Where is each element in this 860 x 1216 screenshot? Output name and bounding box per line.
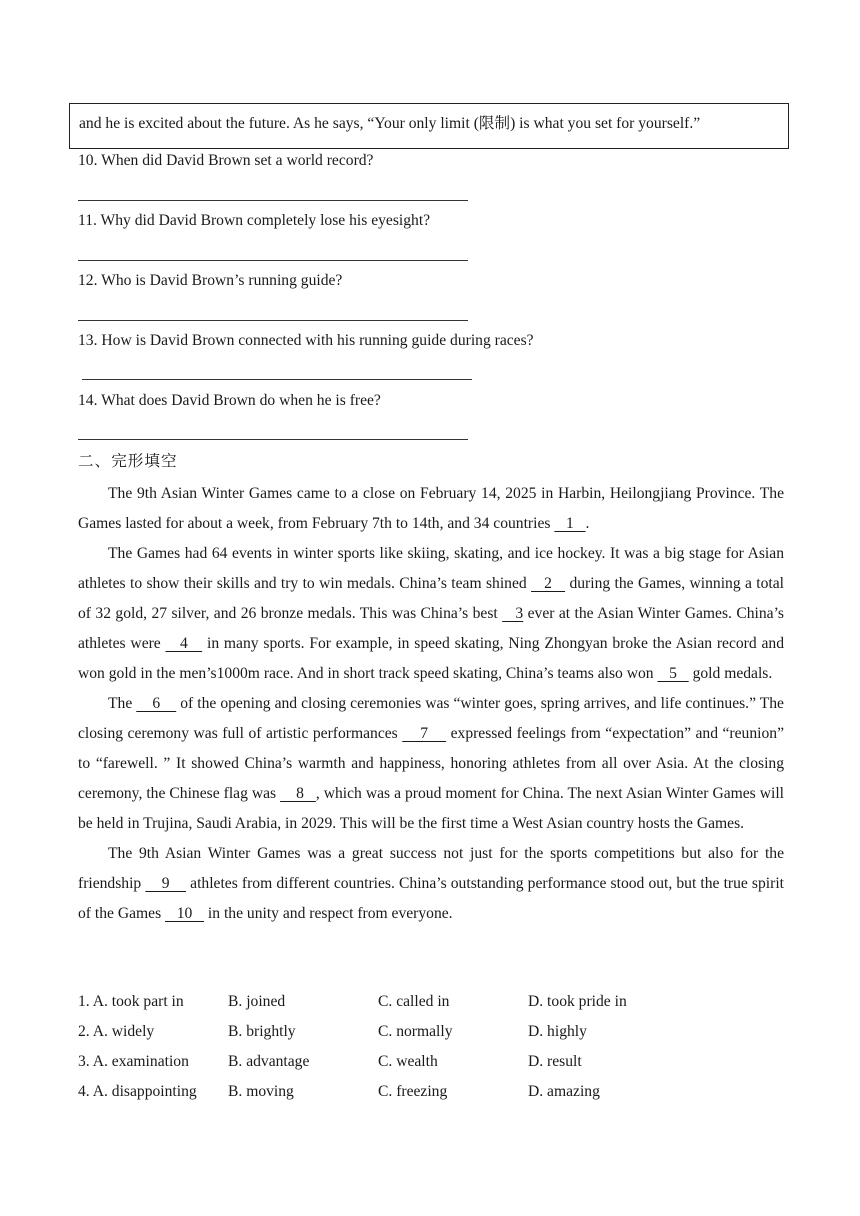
blank-7[interactable]: 7: [402, 725, 447, 742]
blank-10[interactable]: 10: [165, 905, 205, 922]
blank-4[interactable]: 4: [165, 635, 203, 652]
reading-passage-box: [69, 103, 789, 149]
option-1b[interactable]: B. joined: [228, 993, 286, 1010]
option-3a[interactable]: 3. A. examination: [78, 1053, 189, 1070]
answer-line-12[interactable]: [78, 320, 468, 321]
question-14: 14. What does David Brown do when he is free?: [78, 392, 381, 409]
option-4d[interactable]: D. amazing: [528, 1083, 600, 1100]
section-title: 二、完形填空: [78, 452, 178, 470]
option-1c[interactable]: C. called in: [378, 993, 450, 1010]
answer-line-10[interactable]: [78, 200, 468, 201]
option-2b[interactable]: B. brightly: [228, 1023, 296, 1040]
option-2c[interactable]: C. normally: [378, 1023, 453, 1040]
question-13: 13. How is David Brown connected with his running guide during races?: [78, 332, 534, 349]
blank-3[interactable]: 3: [502, 605, 524, 622]
blank-1[interactable]: 1: [554, 515, 586, 532]
option-2a[interactable]: 2. A. widely: [78, 1023, 155, 1040]
answer-line-13[interactable]: [82, 379, 472, 380]
question-10: 10. When did David Brown set a world record?: [78, 152, 374, 169]
option-4a[interactable]: 4. A. disappointing: [78, 1083, 197, 1100]
passage-paragraph-1: The 9th Asian Winter Games came to a close on February 14, 2025 in Harbin, Heilongjiang Province. The Games lasted for about a week, from February 7th to 14th, and 34 countries 1 .: [78, 485, 784, 532]
option-4b[interactable]: B. moving: [228, 1083, 294, 1100]
box-text: and he is excited about the future. As he says, “Your only limit (限制) is what you set for yourself.”: [79, 115, 701, 132]
cloze-passage: [78, 479, 784, 929]
option-1d[interactable]: D. took pride in: [528, 993, 627, 1010]
answer-line-14[interactable]: [78, 439, 468, 440]
blank-9[interactable]: 9: [145, 875, 187, 892]
option-1a[interactable]: 1. A. took part in: [78, 993, 184, 1010]
option-4c[interactable]: C. freezing: [378, 1083, 448, 1100]
option-2d[interactable]: D. highly: [528, 1023, 587, 1040]
question-12: 12. Who is David Brown’s running guide?: [78, 272, 343, 289]
passage-paragraph-4: The 9th Asian Winter Games was a great success not just for the sports competitions but also for the friendship 9 athletes from different countries. China’s outstanding performance stood out, but the true spirit of the Games 10 in the unity and respect from everyone.: [78, 845, 784, 922]
option-3c[interactable]: C. wealth: [378, 1053, 438, 1070]
passage-paragraph-3: The 6 of the opening and closing ceremonies was “winter goes, spring arrives, and life continues.” The closing ceremony was full of artistic performances 7 expressed feelings from “expectation” and “reunion” to “farewell. ” It showed China’s warmth and happiness, honoring athletes from all over Asia. At the closing ceremony, the Chinese flag was 8 , which was a proud moment for China. The next Asian Winter Games will be held in Trujina, Saudi Arabia, in 2029. This will be the first time a West Asian country hosts the Games.: [78, 695, 784, 832]
blank-5[interactable]: 5: [657, 665, 689, 682]
blank-8[interactable]: 8: [280, 785, 316, 802]
option-3b[interactable]: B. advantage: [228, 1053, 310, 1070]
answer-line-11[interactable]: [78, 260, 468, 261]
passage-paragraph-2: The Games had 64 events in winter sports like skiing, skating, and ice hockey. It was a big stage for Asian athletes to show their skills and try to win medals. China’s team shined 2 during the Games, winning a total of 32 gold, 27 silver, and 26 bronze medals. This was China’s best 3 ever at the Asian Winter Games. China’s athletes were 4 in many sports. For example, in speed skating, Ning Zhongyan broke the Asian record and won gold in the men’s1000m race. And in short track speed skating, China’s teams also won 5 gold medals.: [78, 545, 784, 682]
option-3d[interactable]: D. result: [528, 1053, 582, 1070]
blank-6[interactable]: 6: [136, 695, 177, 712]
blank-2[interactable]: 2: [531, 575, 566, 592]
question-11: 11. Why did David Brown completely lose his eyesight?: [78, 212, 431, 229]
